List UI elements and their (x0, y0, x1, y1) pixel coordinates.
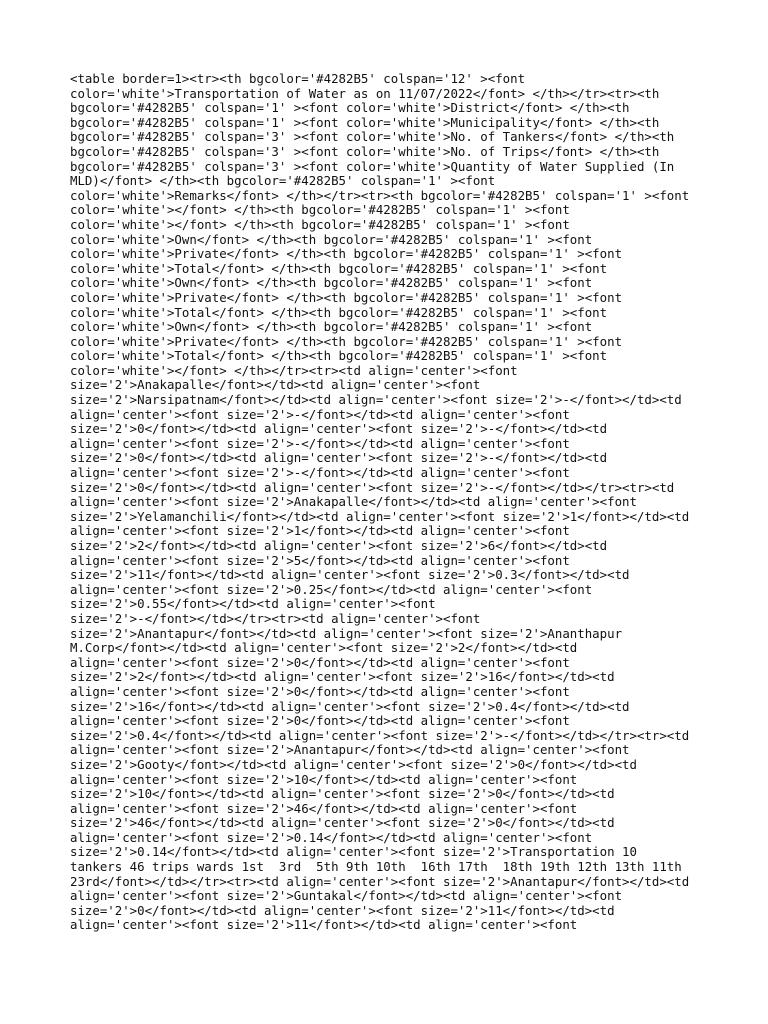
code-line: M.Corp</font></td><td align='center'><font size='2'>2</font></td><td (70, 640, 578, 656)
code-line: color='white'>Own</font> </th><th bgcolor='#4282B5' colspan='1' ><font (70, 231, 593, 247)
code-line: size='2'>0.55</font></td><td align='center'><font (70, 596, 436, 612)
code-line: size='2'>Yelamanchili</font></td><td align='center'><font size='2'>1</font></td><td (70, 508, 690, 524)
code-line: align='center'><font size='2'>0.25</font></td><td align='center'><font (70, 581, 593, 597)
code-line: 23rd</font></td></tr><tr><td align='center'><font size='2'>Anantapur</font></td><td (70, 873, 690, 889)
code-line: size='2'>0.14</font></td><td align='center'><font size='2'>Transportation 10 (70, 844, 637, 860)
code-line: color='white'>Private</font> </th><th bgcolor='#4282B5' colspan='1' ><font (70, 246, 623, 262)
code-line: align='center'><font size='2'>0</font></td><td align='center'><font (70, 713, 570, 729)
code-line: size='2'>0</font></td><td align='center'><font size='2'>-</font></td></tr><tr><td (70, 479, 675, 495)
code-line: size='2'>2</font></td><td align='center'><font size='2'>6</font></td><td (70, 538, 608, 553)
code-line: size='2'>11</font></td><td align='center'><font size='2'>0.3</font></td><td (70, 567, 630, 583)
code-line: align='center'><font size='2'>0</font></td><td align='center'><font (70, 683, 570, 699)
code-line: align='center'><font size='2'>11</font></td><td align='center'><font (70, 917, 578, 933)
code-line: color='white'></font> </th></tr><tr><td align='center'><font (70, 362, 518, 378)
document-page (70, 72, 710, 933)
code-line: size='2'>Anakapalle</font></td><td align='center'><font (70, 377, 481, 393)
code-line: color='white'></font> </th><th bgcolor='#4282B5' colspan='1' ><font (70, 202, 570, 218)
code-line: bgcolor='#4282B5' colspan='3' ><font color='white'>No. of Trips</font> </th><th (70, 143, 660, 159)
code-line: align='center'><font size='2'>-</font></td><td align='center'><font (70, 435, 570, 451)
code-line: bgcolor='#4282B5' colspan='1' ><font color='white'>Municipality</font> </th><th (70, 114, 660, 130)
code-line: align='center'><font size='2'>Anantapur</font></td><td align='center'><font (70, 742, 630, 758)
code-line: color='white'></font> </th><th bgcolor='#4282B5' colspan='1' ><font (70, 216, 570, 232)
code-line: color='white'>Transportation of Water as on 11/07/2022</font> </th></tr><tr><th (70, 85, 660, 101)
code-line: color='white'>Total</font> </th><th bgcolor='#4282B5' colspan='1' ><font (70, 348, 608, 364)
code-line: size='2'>-</font></td></tr><tr><td align='center'><font (70, 610, 481, 626)
code-line: size='2'>0</font></td><td align='center'><font size='2'>-</font></td><td (70, 450, 608, 466)
code-line: align='center'><font size='2'>-</font></td><td align='center'><font (70, 465, 570, 481)
code-line: align='center'><font size='2'>Anakapalle</font></td><td align='center'><font (70, 494, 637, 510)
code-line: align='center'><font size='2'>0</font></td><td align='center'><font (70, 654, 570, 670)
code-line: size='2'>Gooty</font></td><td align='center'><font size='2'>0</font></td><td (70, 756, 637, 772)
code-line: bgcolor='#4282B5' colspan='3' ><font color='white'>No. of Tankers</font> </th><th (70, 129, 675, 145)
code-line: color='white'>Total</font> </th><th bgcolor='#4282B5' colspan='1' ><font (70, 260, 608, 276)
code-line: color='white'>Total</font> </th><th bgcolor='#4282B5' colspan='1' ><font (70, 304, 608, 320)
code-line: align='center'><font size='2'>-</font></td><td align='center'><font (70, 406, 570, 422)
code-line: size='2'>0.4</font></td><td align='center'><font size='2'>-</font></td></tr><tr><td (70, 727, 690, 743)
code-line: align='center'><font size='2'>0.14</font></td><td align='center'><font (70, 829, 593, 845)
code-line: tankers 46 trips wards 1st 3rd 5th 9th 10th 16th 17th 18th 19th 12th 13th 11th (70, 859, 682, 875)
code-line: size='2'>16</font></td><td align='center'><font size='2'>0.4</font></td><td (70, 698, 630, 714)
code-line: size='2'>2</font></td><td align='center'><font size='2'>16</font></td><td (70, 669, 615, 685)
code-line: size='2'>46</font></td><td align='center'><font size='2'>0</font></td><td (70, 815, 615, 831)
code-line: size='2'>0</font></td><td align='center'><font size='2'>-</font></td><td (70, 421, 608, 437)
code-line: align='center'><font size='2'>Guntakal</font></td><td align='center'><font (70, 888, 623, 904)
code-line: color='white'>Own</font> </th><th bgcolor='#4282B5' colspan='1' ><font (70, 275, 593, 291)
code-line: size='2'>10</font></td><td align='center'><font size='2'>0</font></td><td (70, 786, 615, 802)
code-line: bgcolor='#4282B5' colspan='3' ><font color='white'>Quantity of Water Supplied (In (70, 158, 675, 174)
code-line: color='white'>Own</font> </th><th bgcolor='#4282B5' colspan='1' ><font (70, 319, 593, 335)
code-line: size='2'>0</font></td><td align='center'><font size='2'>11</font></td><td (70, 902, 615, 918)
code-line: MLD)</font> </th><th bgcolor='#4282B5' colspan='1' ><font (70, 173, 496, 189)
code-line: color='white'>Remarks</font> </th></tr><tr><th bgcolor='#4282B5' colspan='1' ><font (70, 187, 690, 203)
code-line: align='center'><font size='2'>1</font></td><td align='center'><font (70, 523, 570, 539)
code-line: size='2'>Anantapur</font></td><td align='center'><font size='2'>Ananthapur (70, 625, 623, 641)
code-line: align='center'><font size='2'>5</font></td><td align='center'><font (70, 552, 570, 568)
code-line: <table border=1><tr><th bgcolor='#4282B5' colspan='12' ><font (70, 71, 526, 86)
code-line: size='2'>Narsipatnam</font></td><td align='center'><font size='2'>-</font></td><td (70, 392, 682, 408)
code-line: bgcolor='#4282B5' colspan='1' ><font color='white'>District</font> </th><th (70, 100, 630, 116)
code-line: color='white'>Private</font> </th><th bgcolor='#4282B5' colspan='1' ><font (70, 333, 623, 349)
code-line: align='center'><font size='2'>10</font></td><td align='center'><font (70, 771, 578, 787)
code-line: color='white'>Private</font> </th><th bgcolor='#4282B5' colspan='1' ><font (70, 289, 623, 305)
code-line: align='center'><font size='2'>46</font></td><td align='center'><font (70, 800, 578, 816)
